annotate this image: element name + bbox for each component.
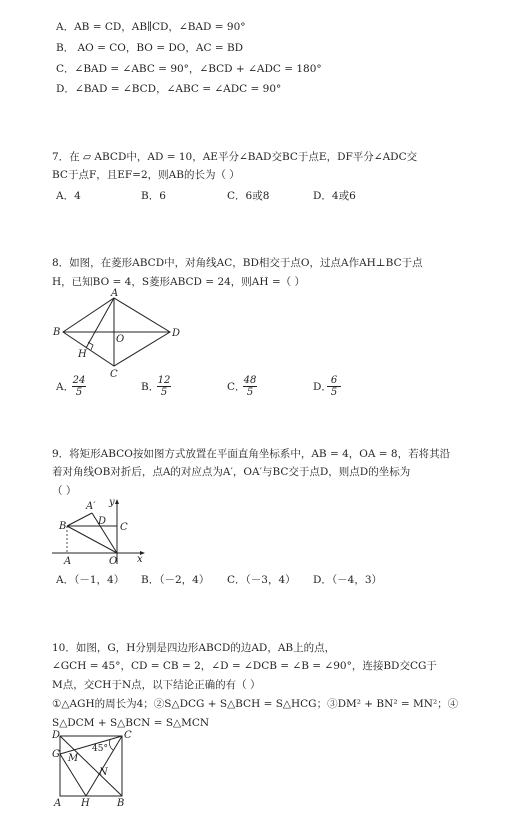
label-n: N — [99, 767, 108, 778]
label-a: A — [111, 288, 119, 299]
label-h: H — [81, 798, 90, 809]
label-a-prime: A′ — [86, 501, 96, 512]
label-g: G — [52, 749, 60, 760]
q9-option-a: A．（－1，4） — [56, 574, 125, 586]
q10-stem-line3: M点，交CH于N点，以下结论正确的有（ ） — [52, 679, 261, 691]
label-d: D — [172, 328, 181, 339]
y-axis-arrow — [115, 499, 119, 504]
label-d: D — [52, 730, 61, 741]
q9-stem-line2: 着对角线OB对折后，点A的对应点为A′，OA′与BC交于点D，则点D的坐标为 — [52, 466, 411, 478]
q8-option-b-fraction: $\frac{12}{5}$ — [157, 375, 171, 398]
q8-option-c-fraction: $\frac{48}{5}$ — [243, 375, 257, 398]
q9-stem-line3: （ ） — [52, 485, 77, 497]
q10-stem-line4: ①△AGH的周长为4；②S△DCG + S△BCH = S△HCG；③DM² + BN² = MN²；④ — [52, 698, 459, 710]
label-b: B — [117, 798, 125, 809]
q10-square-figure — [50, 728, 135, 808]
q8-stem-line2: H，已知BO = 4，S菱形ABCD = 24，则AH =（ ） — [52, 276, 306, 288]
diagonal-ob — [67, 526, 117, 553]
label-x: x — [137, 554, 143, 565]
q9-stem-line1: 9．将矩形ABCO按如图方式放置在平面直角坐标系中，AB = 4，OA = 8，若将其沿 — [52, 448, 451, 460]
q7-option-b: B．6 — [141, 190, 166, 202]
q8-option-d-letter: D． — [313, 381, 332, 393]
q9-option-c: C．（－3，4） — [227, 574, 296, 586]
label-angle: 45° — [92, 744, 108, 754]
label-a: A — [54, 798, 62, 809]
q10-stem-line2: ∠GCH = 45°，CD = CB = 2，∠D = ∠DCB = ∠B = ∠90°，连接BD交CG于 — [52, 660, 437, 672]
label-m: M — [68, 753, 79, 764]
q6-option-d: D．∠BAD = ∠BCD，∠ABC = ∠ADC = 90° — [56, 83, 282, 95]
q7-option-a: A．4 — [56, 190, 81, 202]
angle-arc — [109, 740, 113, 750]
label-h: H — [78, 349, 87, 360]
q9-option-d: D．（－4，3） — [313, 574, 383, 586]
label-b: B — [53, 327, 61, 338]
q9-option-b: B．（－2，4） — [141, 574, 210, 586]
q6-option-a: A．AB = CD，AB∥CD，∠BAD = 90° — [56, 21, 246, 33]
q8-option-a-fraction: $\frac{24}{5}$ — [72, 375, 86, 398]
q7-stem-line1: 7．在 ▱ ABCD中，AD = 10，AE平分∠BAD交BC于点E，DF平分∠ADC交 — [52, 151, 418, 163]
q10-stem-line5: S△DCM + S△BCN = S△MCN — [52, 717, 210, 729]
label-c: C — [124, 730, 132, 741]
q8-stem-line1: 8．如图，在菱形ABCD中，对角线AC，BD相交于点O，过点A作AH⊥BC于点 — [52, 257, 423, 269]
q8-option-c-letter: C． — [227, 381, 246, 393]
q10-stem-line1: 10．如图，G，H分别是四边形ABCD的边AD，AB上的点， — [52, 642, 336, 654]
q8-option-b-letter: B． — [141, 381, 160, 393]
altitude-ah — [86, 298, 114, 348]
q7-stem-line2: BC于点F，且EF=2，则AB的长为（ ） — [52, 169, 240, 181]
label-c: C — [120, 522, 128, 533]
label-o: O — [109, 556, 118, 567]
q8-option-a-letter: A． — [56, 381, 75, 393]
q9-coordinate-figure — [50, 496, 150, 566]
fold-ba1 — [67, 513, 92, 526]
q8-rhombus-figure — [50, 290, 190, 380]
q7-option-d: D．4或6 — [313, 190, 356, 202]
q8-option-d-fraction: $\frac{6}{5}$ — [327, 375, 341, 398]
label-d: D — [98, 516, 107, 527]
label-y: y — [109, 497, 115, 508]
label-c: C — [110, 369, 118, 380]
label-o: O — [116, 334, 125, 345]
label-a: A — [64, 556, 72, 567]
q6-option-b: B． AO = CO，BO = DO，AC = BD — [56, 42, 244, 54]
label-b: B — [59, 521, 67, 532]
q6-option-c: C．∠BAD = ∠ABC = 90°，∠BCD + ∠ADC = 180° — [56, 63, 322, 75]
q7-option-c: C．6或8 — [227, 190, 270, 202]
